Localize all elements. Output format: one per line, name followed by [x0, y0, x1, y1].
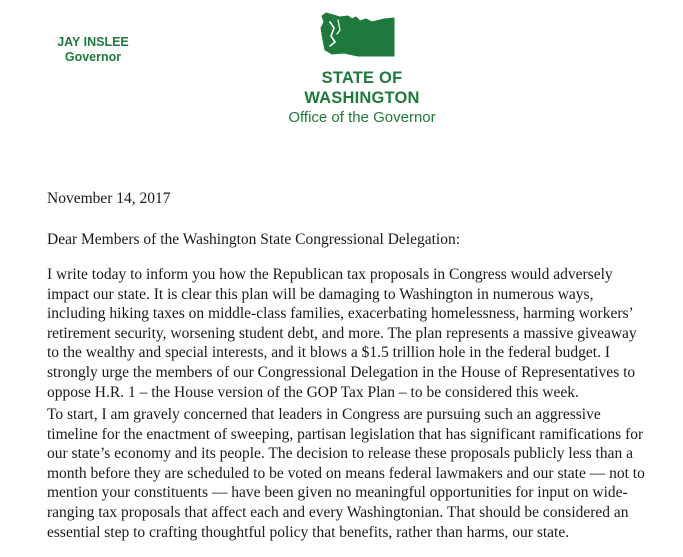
paragraph-line: I write today to inform you how the Republican tax proposals in Congress would adversely — [47, 266, 613, 283]
office-block — [262, 68, 462, 127]
paragraph-line: impact our state. It is clear this plan will be damaging to Washington in numerous ways, — [47, 285, 594, 303]
governor-block — [48, 35, 138, 65]
letter-date: November 14, 2017 — [47, 190, 171, 207]
paragraph-line: month before they are scheduled to be voted on means federal lawmakers and our state — not to — [47, 464, 645, 482]
governor-title: Governor — [64, 50, 122, 64]
paragraph-line: ranging tax proposals that affect each and every Washingtonian. That should be considered an — [47, 503, 629, 521]
state-name: STATE OF WASHINGTON — [304, 69, 420, 107]
paragraph-line: to the wealthy and special interests, and it blows a $1.5 trillion hole in the federal budget. I — [47, 344, 611, 362]
salutation: Dear Members of the Washington State Congressional Delegation: — [47, 231, 460, 248]
office-name: Office of the Governor — [288, 109, 436, 126]
paragraph-line: our state’s economy and its people. The decision to release these proposals publicly less than a — [47, 445, 633, 463]
paragraph-line: strongly urge the members of our Congressional Delegation in the House of Representatives to — [47, 363, 636, 381]
paragraph-line: retirement security, worsening student debt, and more. The plan represents a massive giveaway — [47, 324, 637, 342]
paragraph-line: essential step to crafting thoughtful policy that benefits, rather than harms, our state. — [47, 523, 570, 541]
paragraph-2 — [47, 405, 677, 542]
paragraph-line: mention your constituents — have been given no meaningful opportunities for input on wide- — [47, 484, 628, 502]
paragraph-line: including hiking taxes on middle-class families, exacerbating homelessness, harming workers’ — [47, 305, 634, 323]
paragraph-line: timeline for the enactment of sweeping, partisan legislation that has significant ramifications for — [47, 425, 644, 443]
governor-name: JAY INSLEE — [57, 35, 129, 49]
paragraph-line: oppose H.R. 1 – the House version of the GOP Tax Plan – to be considered this week. — [47, 383, 579, 401]
paragraph-line: To start, I am gravely concerned that leaders in Congress are pursuing such an aggressive — [47, 406, 601, 423]
washington-state-outline-icon — [318, 10, 400, 64]
paragraph-1 — [47, 265, 677, 402]
